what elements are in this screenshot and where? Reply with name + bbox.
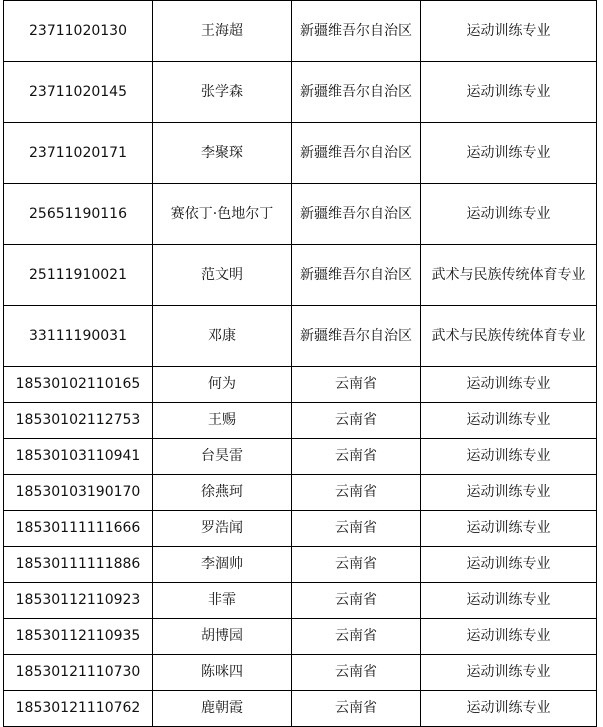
major-cell: 运动训练专业: [421, 367, 597, 403]
exam-id-cell: 18530103110941: [4, 439, 153, 475]
table-row: [4, 123, 597, 184]
region-cell: 云南省: [292, 655, 421, 691]
exam-id-cell: 33111190031: [4, 306, 153, 367]
major-cell: 运动训练专业: [421, 547, 597, 583]
region-cell: 云南省: [292, 475, 421, 511]
exam-id-cell: 25111910021: [4, 245, 153, 306]
name-cell: 陈咪四: [153, 655, 292, 691]
table-row: [4, 475, 597, 511]
region-cell: 新疆维吾尔自治区: [292, 306, 421, 367]
major-cell: 运动训练专业: [421, 184, 597, 245]
table-row: [4, 184, 597, 245]
major-cell: 运动训练专业: [421, 62, 597, 123]
major-cell: 武术与民族传统体育专业: [421, 245, 597, 306]
name-cell: 徐燕珂: [153, 475, 292, 511]
table-row: [4, 367, 597, 403]
region-cell: 云南省: [292, 547, 421, 583]
admission-list-table: [3, 0, 597, 727]
name-cell: 范文明: [153, 245, 292, 306]
exam-id-cell: 18530111111886: [4, 547, 153, 583]
exam-id-cell: 18530102110165: [4, 367, 153, 403]
exam-id-cell: 23711020145: [4, 62, 153, 123]
major-cell: 运动训练专业: [421, 583, 597, 619]
table-row: [4, 655, 597, 691]
region-cell: 云南省: [292, 583, 421, 619]
exam-id-cell: 18530121110730: [4, 655, 153, 691]
region-cell: 新疆维吾尔自治区: [292, 123, 421, 184]
table-body: [4, 1, 597, 727]
major-cell: 运动训练专业: [421, 691, 597, 727]
region-cell: 新疆维吾尔自治区: [292, 62, 421, 123]
name-cell: 胡博园: [153, 619, 292, 655]
exam-id-cell: 23711020130: [4, 1, 153, 62]
region-cell: 云南省: [292, 439, 421, 475]
region-cell: 云南省: [292, 511, 421, 547]
name-cell: 李聚琛: [153, 123, 292, 184]
table-row: [4, 511, 597, 547]
major-cell: 运动训练专业: [421, 123, 597, 184]
region-cell: 云南省: [292, 619, 421, 655]
exam-id-cell: 25651190116: [4, 184, 153, 245]
exam-id-cell: 18530102112753: [4, 403, 153, 439]
name-cell: 赛依丁·色地尔丁: [153, 184, 292, 245]
table-row: [4, 403, 597, 439]
name-cell: 台昊雷: [153, 439, 292, 475]
region-cell: 新疆维吾尔自治区: [292, 245, 421, 306]
table-row: [4, 62, 597, 123]
region-cell: 云南省: [292, 403, 421, 439]
name-cell: 张学森: [153, 62, 292, 123]
name-cell: 王海超: [153, 1, 292, 62]
name-cell: 邓康: [153, 306, 292, 367]
major-cell: 运动训练专业: [421, 475, 597, 511]
region-cell: 新疆维吾尔自治区: [292, 1, 421, 62]
major-cell: 运动训练专业: [421, 1, 597, 62]
major-cell: 运动训练专业: [421, 439, 597, 475]
major-cell: 运动训练专业: [421, 403, 597, 439]
major-cell: 武术与民族传统体育专业: [421, 306, 597, 367]
table-row: [4, 547, 597, 583]
table-row: [4, 619, 597, 655]
name-cell: 鹿朝霞: [153, 691, 292, 727]
exam-id-cell: 18530112110923: [4, 583, 153, 619]
name-cell: 何为: [153, 367, 292, 403]
exam-id-cell: 23711020171: [4, 123, 153, 184]
name-cell: 非霏: [153, 583, 292, 619]
name-cell: 李涸帅: [153, 547, 292, 583]
major-cell: 运动训练专业: [421, 655, 597, 691]
exam-id-cell: 18530103190170: [4, 475, 153, 511]
region-cell: 云南省: [292, 691, 421, 727]
name-cell: 王赐: [153, 403, 292, 439]
table-row: [4, 583, 597, 619]
exam-id-cell: 18530121110762: [4, 691, 153, 727]
table-row: [4, 306, 597, 367]
major-cell: 运动训练专业: [421, 511, 597, 547]
major-cell: 运动训练专业: [421, 619, 597, 655]
region-cell: 云南省: [292, 367, 421, 403]
region-cell: 新疆维吾尔自治区: [292, 184, 421, 245]
name-cell: 罗浩闻: [153, 511, 292, 547]
table-row: [4, 439, 597, 475]
table-row: [4, 245, 597, 306]
table-row: [4, 691, 597, 727]
table-row: [4, 1, 597, 62]
exam-id-cell: 18530112110935: [4, 619, 153, 655]
exam-id-cell: 18530111111666: [4, 511, 153, 547]
